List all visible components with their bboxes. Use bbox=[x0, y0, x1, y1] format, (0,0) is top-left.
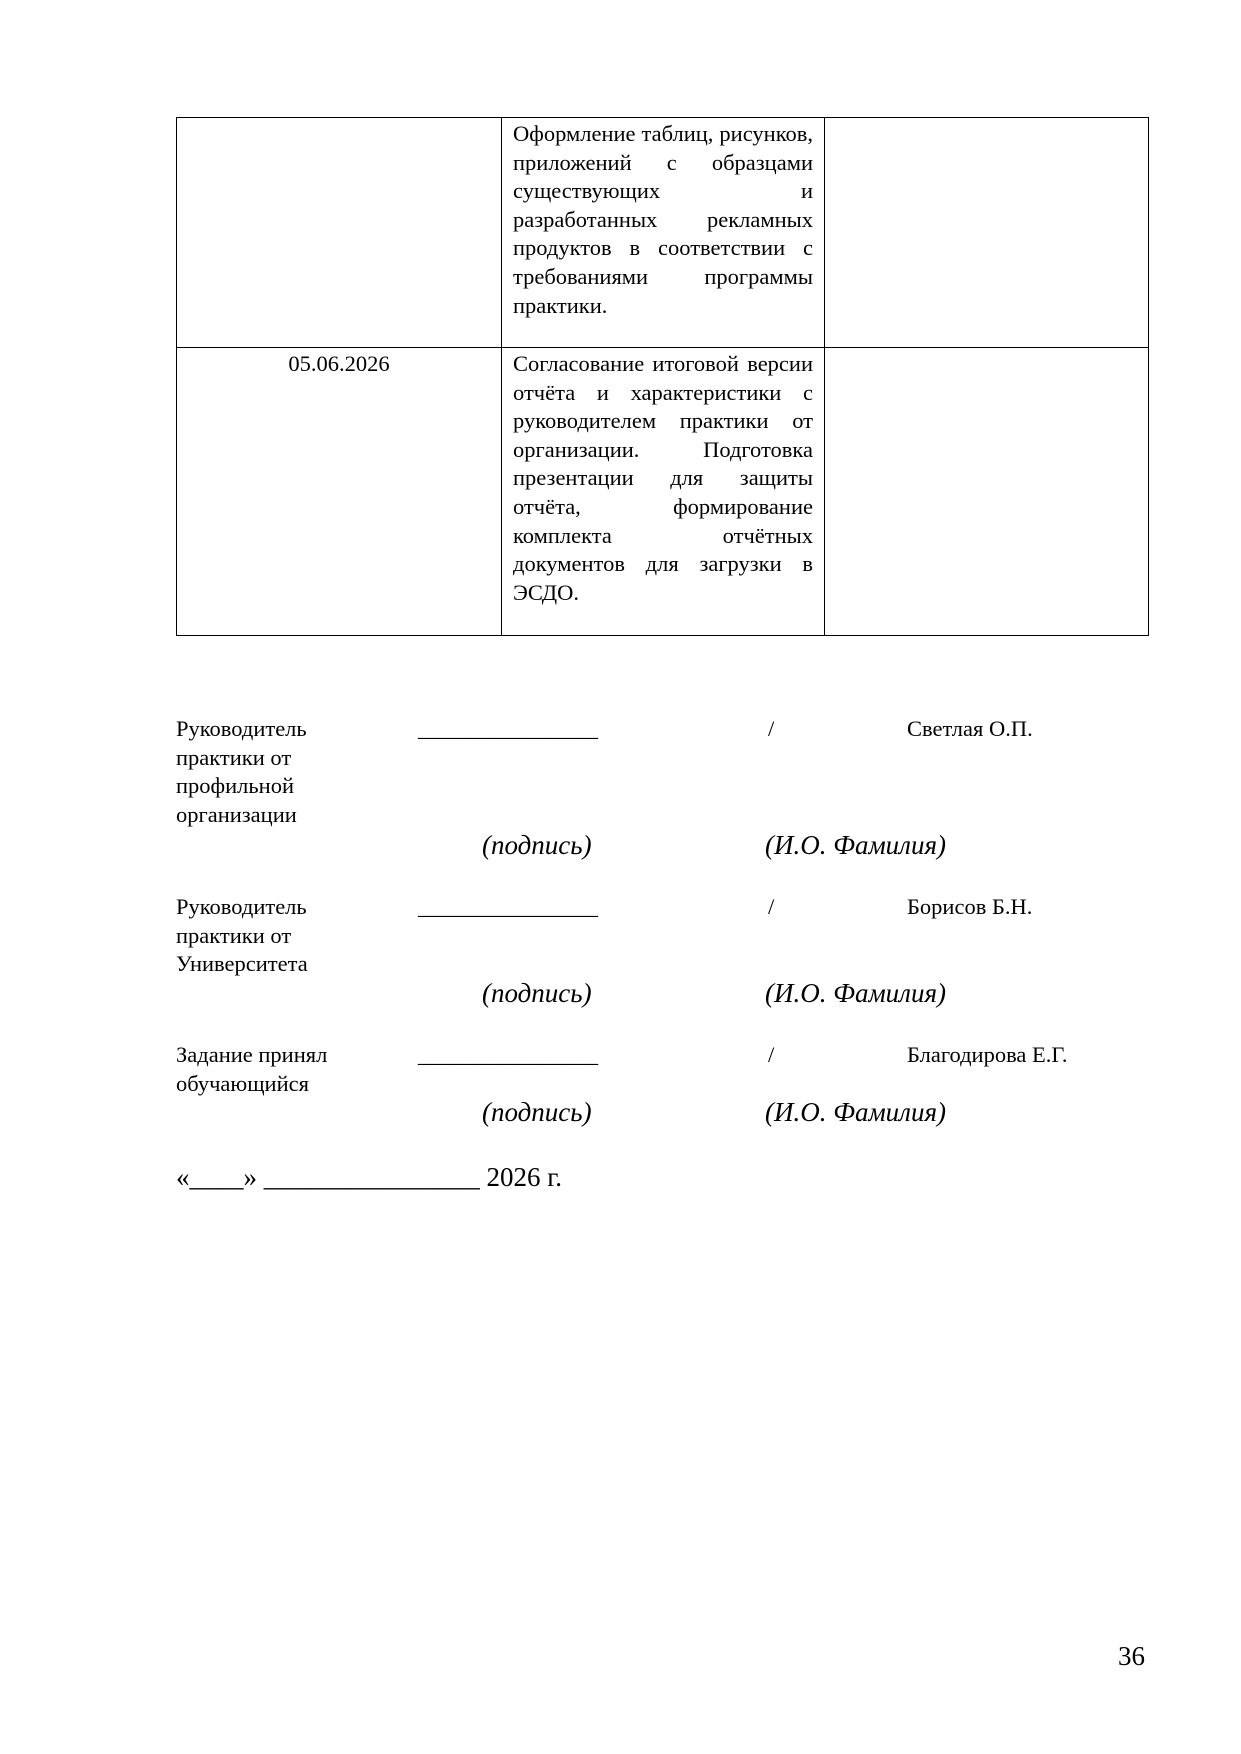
signer-role: Задание принял обучающийся bbox=[176, 1042, 328, 1096]
note-cell bbox=[825, 118, 1149, 348]
page-number: 36 bbox=[1118, 1641, 1145, 1671]
task-cell: Оформление таблиц, рисунков, приложений с образцами существующих и разработанных рекламных продуктов в соответствии с требованиями программы практики. bbox=[502, 118, 825, 348]
signer-name: Борисов Б.Н. bbox=[907, 894, 1033, 919]
name-hint: (И.О. Фамилия) bbox=[765, 978, 946, 1008]
signer-name: Благодирова Е.Г. bbox=[907, 1042, 1068, 1067]
separator-slash: / bbox=[768, 1042, 775, 1067]
table-row bbox=[177, 348, 1149, 636]
date-line: «____» ________________ 2026 г. bbox=[176, 1162, 563, 1192]
signer-role: Руководитель практики от Университета bbox=[176, 894, 308, 977]
table-row bbox=[177, 118, 1149, 348]
name-hint: (И.О. Фамилия) bbox=[765, 1097, 946, 1127]
signer-role: Руководитель практики от профильной организации bbox=[176, 716, 307, 827]
date-cell bbox=[177, 118, 502, 348]
separator-slash: / bbox=[768, 716, 775, 741]
signature-line: ________________ bbox=[418, 894, 598, 919]
signature-line: ________________ bbox=[418, 716, 598, 741]
signature-hint: (подпись) bbox=[482, 1097, 592, 1127]
signature-hint: (подпись) bbox=[482, 978, 592, 1008]
signature-block-university-supervisor bbox=[176, 893, 1148, 1013]
task-cell: Согласование итоговой версии отчёта и характеристики с руководителем практики от организации. Подготовка презентации для защиты отчёта, формирование комплекта отчётных документов для загрузки в ЭСДО. bbox=[502, 348, 825, 636]
signer-name: Светлая О.П. bbox=[907, 716, 1033, 741]
signature-block-student bbox=[176, 1041, 1148, 1136]
date-cell: 05.06.2026 bbox=[177, 348, 502, 636]
name-hint: (И.О. Фамилия) bbox=[765, 830, 946, 860]
signature-hint: (подпись) bbox=[482, 830, 592, 860]
note-cell bbox=[825, 348, 1149, 636]
signature-line: ________________ bbox=[418, 1042, 598, 1067]
separator-slash: / bbox=[768, 894, 775, 919]
signature-block-org-supervisor bbox=[176, 715, 1148, 865]
practice-plan-table bbox=[176, 117, 1149, 636]
